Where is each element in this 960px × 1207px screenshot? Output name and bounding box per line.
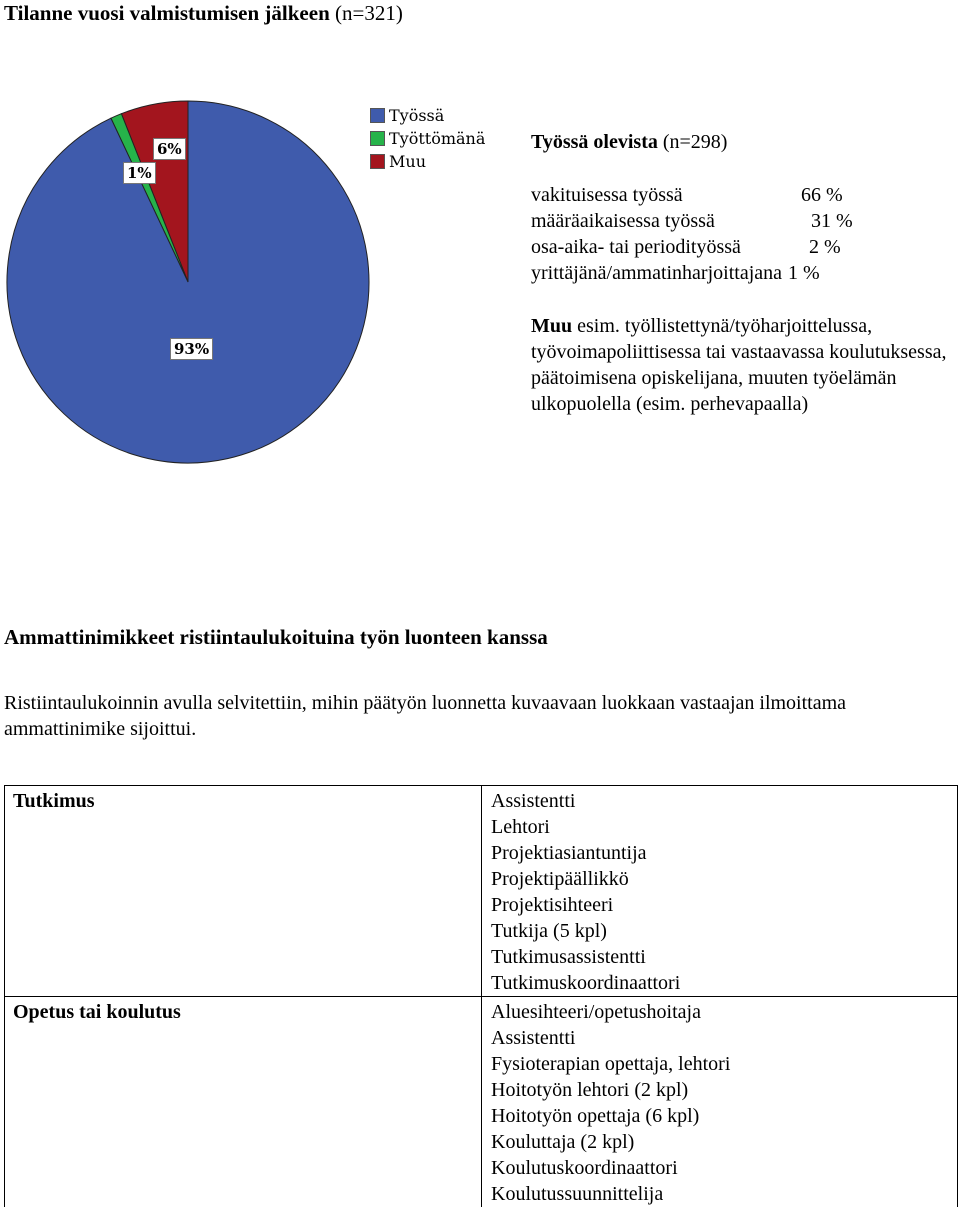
employed-row-pct: 31 % (811, 210, 853, 232)
legend-swatch-tyossa (370, 108, 385, 123)
legend-label-muu: Muu (389, 152, 426, 171)
list-item: Tutkimusassistentti (491, 946, 646, 968)
legend-swatch-tyottomana (370, 131, 385, 146)
page-title (4, 1, 403, 26)
employed-row (531, 260, 853, 286)
table-row (5, 997, 958, 1207)
list-item: Koulutuskoordinaattori (491, 1157, 678, 1179)
employed-row-pct: 1 % (788, 262, 820, 284)
table-items-cell (482, 786, 958, 997)
list-item: Kouluttaja (2 kpl) (491, 1131, 635, 1153)
list-item: Fysioterapian opettaja, lehtori (491, 1053, 731, 1075)
pie-label-tyossa: 93% (170, 338, 213, 360)
muu-explanation-bold: Muu (531, 315, 573, 337)
list-item: Assistentti (491, 790, 576, 812)
employed-heading-text: Työssä olevista (531, 131, 658, 153)
list-item: Hoitotyön lehtori (2 kpl) (491, 1079, 689, 1101)
employed-row-label: osa-aika- tai periodityössä (531, 236, 741, 258)
page-title-text: Tilanne vuosi valmistumisen jälkeen (4, 1, 330, 25)
employed-row (531, 234, 853, 260)
legend-item-muu (370, 150, 485, 173)
list-item: Assistentti (491, 1027, 576, 1049)
employed-row-pct: 66 % (801, 184, 843, 206)
list-item: Lehtori (491, 816, 550, 838)
section-paragraph: Ristiintaulukoinnin avulla selvitettiin, mihin päätyön luonnetta kuvaavaan luokkaan vastaajan ilmoittama ammattinimike sijoittui. (4, 692, 847, 740)
list-item: Tutkija (5 kpl) (491, 920, 607, 942)
page-title-count: (n=321) (335, 1, 403, 25)
list-item: Projektisihteeri (491, 894, 614, 916)
pie-chart (0, 90, 380, 470)
table-items-cell (482, 997, 958, 1207)
employed-row-label: yrittäjänä/ammatinharjoittajana (531, 262, 783, 284)
list-item: Aluesihteeri/opetushoitaja (491, 1001, 701, 1023)
list-item: Koulutussuunnittelija (491, 1183, 664, 1205)
employed-row (531, 182, 853, 208)
section-heading: Ammattinimikkeet ristiintaulukoituina työn luonteen kanssa (4, 625, 548, 649)
list-item: Projektipäällikkö (491, 868, 629, 890)
employed-list (531, 182, 853, 286)
employed-row-pct: 2 % (809, 236, 841, 258)
pie-label-muu: 6% (153, 138, 186, 160)
chart-legend (370, 104, 485, 173)
muu-explanation-text: esim. työllistettynä/työharjoittelussa, työvoimapoliittisessa tai vastaavassa koulutuksessa, päätoimisena opiskelijana, muuten työelämän ulkopuolella (esim. perhevapaalla) (531, 315, 947, 415)
muu-explanation (531, 313, 951, 417)
legend-label-tyossa: Työssä (389, 106, 445, 125)
pie-slice-tyossa (7, 101, 369, 463)
employed-row-label: määräaikaisessa työssä (531, 210, 715, 232)
occupation-table (4, 785, 958, 1207)
legend-item-tyossa (370, 104, 485, 127)
list-item: Tutkimuskoordinaattori (491, 972, 681, 994)
legend-item-tyottomana (370, 127, 485, 150)
list-item: Projektiasiantuntija (491, 842, 647, 864)
table-category-cell: Tutkimus (5, 786, 482, 997)
table-category-cell: Opetus tai koulutus (5, 997, 482, 1207)
pie-label-tyottomana: 1% (123, 162, 156, 184)
employed-heading (531, 129, 727, 155)
employed-row-label: vakituisessa työssä (531, 184, 683, 206)
table-row (5, 786, 958, 997)
employed-row (531, 208, 853, 234)
legend-swatch-muu (370, 154, 385, 169)
employed-heading-count: (n=298) (662, 131, 728, 153)
list-item: Hoitotyön opettaja (6 kpl) (491, 1105, 700, 1127)
legend-label-tyottomana: Työttömänä (389, 129, 486, 148)
